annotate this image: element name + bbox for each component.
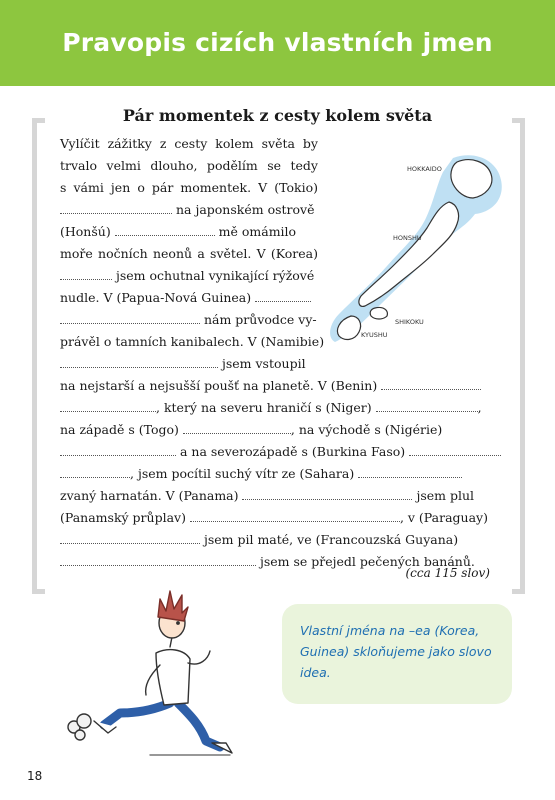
chapter-header (0, 0, 555, 86)
answer-blank[interactable] (60, 356, 218, 368)
text-line: , jsem pocítil suchý vítr ze (Sahara) (60, 463, 490, 484)
answer-blank[interactable] (115, 224, 215, 236)
answer-blank[interactable] (381, 378, 481, 390)
text-line: zvaný harnatán. V (Panama) jsem plul (60, 488, 475, 503)
japan-map (325, 140, 515, 355)
answer-blank[interactable] (409, 444, 501, 456)
text-line: jsem vstoupil (60, 353, 318, 374)
map-label-honshu: HONSHU (393, 234, 422, 242)
answer-blank[interactable] (60, 444, 176, 456)
text-line: , který na severu hraničí s (Niger) , (60, 397, 490, 418)
answer-blank[interactable] (60, 312, 200, 324)
answer-blank[interactable] (242, 488, 412, 500)
answer-blank[interactable] (183, 422, 291, 434)
text-line: nám průvodce vy- (60, 309, 318, 330)
text-line: Vylíčit zážitky z cesty kolem světa by (60, 136, 318, 151)
tip-text: Vlastní jména na –ea (Korea, Guinea) skloňujeme jako slovo idea. (300, 623, 492, 680)
page-title: Pravopis cizích vlastních jmen (62, 28, 493, 57)
exercise-title: Pár momentek z cesty kolem světa (122, 106, 433, 125)
running-boy-illustration (60, 585, 285, 770)
text-line: (Panamský průplav) , v (Paraguay) (60, 510, 488, 525)
left-bracket (32, 118, 45, 594)
answer-blank[interactable] (60, 202, 172, 214)
answer-blank[interactable] (60, 466, 130, 478)
answer-blank[interactable] (60, 268, 112, 280)
text-line: (Honšú) mě omámilo (60, 224, 297, 239)
answer-blank[interactable] (376, 400, 478, 412)
text-line: právěl o tamních kanibalech. V (Namibie) (60, 334, 325, 349)
answer-blank[interactable] (60, 400, 156, 412)
text-line: nudle. V (Papua-Nová Guinea) (60, 287, 318, 308)
text-line: s vámi jen o pár momentek. V (Tokio) (60, 180, 318, 195)
text-line: na západě s (Togo) , na východě s (Nigérie) (60, 422, 443, 437)
text-line: jsem pil maté, ve (Francouzská Guyana) (60, 529, 490, 550)
text-line: trvalo velmi dlouho, podělím se tedy (60, 158, 318, 173)
answer-blank[interactable] (190, 510, 400, 522)
page-number: 18 (27, 769, 43, 783)
text-line: moře nočních neonů a světel. V (Korea) (60, 246, 318, 261)
answer-blank[interactable] (60, 554, 256, 566)
text-line: jsem ochutnal vynikající rýžové (60, 265, 318, 286)
text-line: na nejstarší a nejsušší poušť na planetě. V (Benin) (60, 375, 490, 396)
answer-blank[interactable] (60, 532, 200, 544)
answer-blank[interactable] (358, 466, 462, 478)
word-count: (cca 115 slov) (405, 566, 490, 580)
map-label-shikoku: SHIKOKU (395, 318, 424, 326)
map-label-hokkaido: HOKKAIDO (407, 165, 442, 173)
text-line: a na severozápadě s (Burkina Faso) (60, 441, 490, 462)
answer-blank[interactable] (255, 290, 311, 302)
text-line: na japonském ostrově (60, 199, 318, 220)
text-line: jsem se přejedl pečených banánů. (60, 551, 490, 572)
tip-box (282, 604, 512, 704)
map-label-kyushu: KYUSHU (361, 331, 388, 339)
